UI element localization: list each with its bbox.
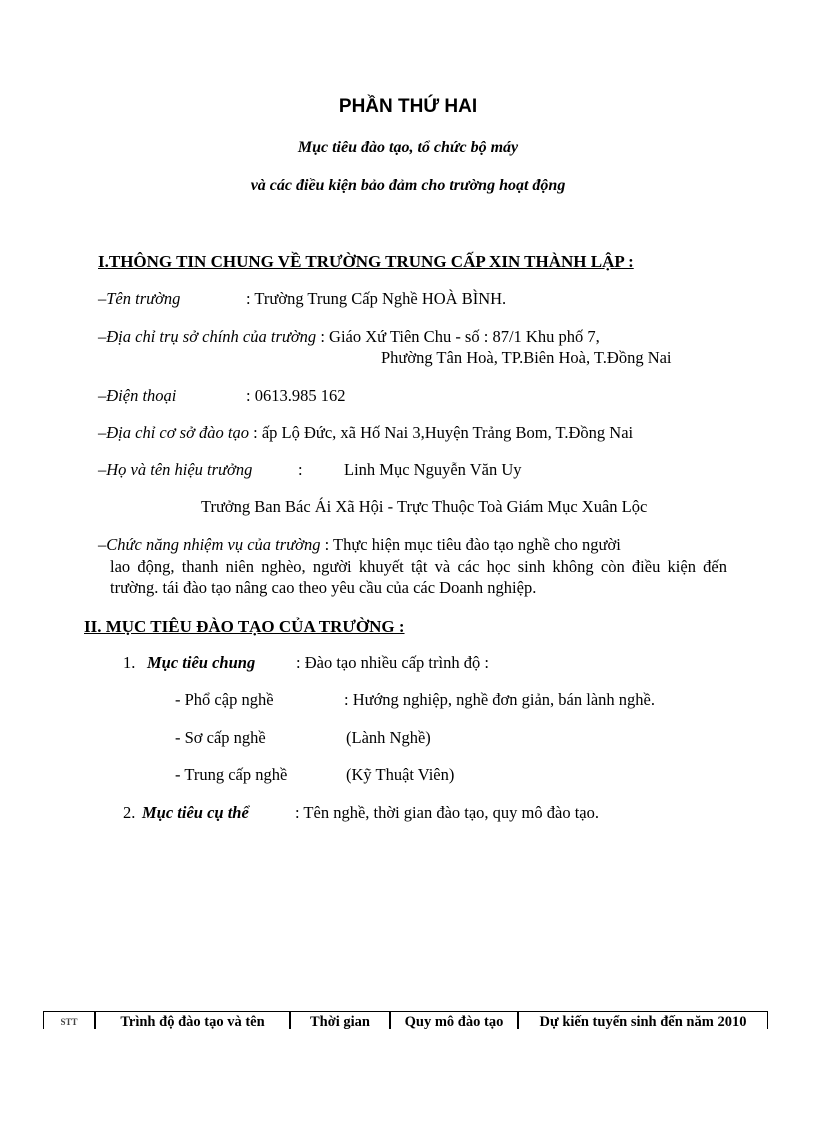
main-address-row <box>98 327 600 347</box>
main-address-value-2: Phường Tân Hoà, TP.Biên Hoà, T.Đồng Nai <box>381 348 672 367</box>
main-address-label: –Địa chỉ trụ sở chính của trường <box>98 327 317 346</box>
level-1-name: - Phổ cập nghề <box>175 690 274 709</box>
training-table-header <box>43 1011 768 1029</box>
subtitle-line-1: Mục tiêu đào tạo, tổ chức bộ máy <box>297 139 519 156</box>
section-2-heading: II. MỤC TIÊU ĐÀO TẠO CỦA TRƯỜNG : <box>84 617 405 636</box>
objective-2-label: Mục tiêu cụ thể <box>142 803 249 822</box>
functions-value-1: : Thực hiện mục tiêu đào tạo nghề cho người <box>324 535 621 554</box>
training-address-row <box>98 423 633 443</box>
training-address-label: –Địa chỉ cơ sở đào tạo <box>98 423 249 442</box>
section-1-heading: I.THÔNG TIN CHUNG VỀ TRƯỜNG TRUNG CẤP XIN THÀNH LẬP : <box>98 252 634 271</box>
functions-row <box>98 535 621 555</box>
page-title: PHẦN THỨ HAI <box>338 96 478 117</box>
phone-value: : 0613.985 162 <box>246 386 346 405</box>
objective-1-number: 1. <box>123 653 136 672</box>
level-3-desc: (Kỹ Thuật Viên) <box>346 765 455 784</box>
principal-row <box>98 460 252 480</box>
school-name-row <box>98 289 180 309</box>
school-name-label: –Tên trường <box>98 289 181 308</box>
objective-2-value: : Tên nghề, thời gian đào tạo, quy mô đào tạo. <box>295 803 599 822</box>
level-2-name: - Sơ cấp nghề <box>175 728 266 747</box>
level-3-name: - Trung cấp nghề <box>175 765 288 784</box>
subtitle-line-2: và các điều kiện bảo đảm cho trường hoạt động <box>250 177 566 194</box>
objective-2-number: 2. <box>123 803 136 822</box>
level-2-desc: (Lành Nghề) <box>346 728 431 747</box>
functions-label: –Chức năng nhiệm vụ của trường <box>98 535 321 554</box>
school-name-value: : Trường Trung Cấp Nghề HOÀ BÌNH. <box>246 289 507 308</box>
objective-1-label: Mục tiêu chung <box>147 653 256 672</box>
main-address-value-1: : Giáo Xứ Tiên Chu - số : 87/1 Khu phố 7, <box>320 327 600 346</box>
training-address-value: : ấp Lộ Đức, xã Hố Nai 3,Huyện Trảng Bom, T.Đồng Nai <box>253 423 634 442</box>
phone-row <box>98 386 176 406</box>
principal-colon: : <box>298 460 303 479</box>
table-header-stt: STT <box>60 1017 78 1027</box>
table-header-enrollment: Dự kiến tuyển sinh đến năm 2010 <box>539 1014 747 1029</box>
phone-label: –Điện thoại <box>98 386 177 405</box>
table-header-level: Trình độ đào tạo và tên <box>120 1014 265 1029</box>
objective-1-value: : Đào tạo nhiều cấp trình độ : <box>296 653 489 672</box>
level-1-desc: : Hướng nghiệp, nghề đơn giản, bán lành nghề. <box>344 690 655 709</box>
principal-name: Linh Mục Nguyễn Văn Uy <box>344 460 522 479</box>
principal-position: Trưởng Ban Bác Ái Xã Hội - Trực Thuộc Toà Giám Mục Xuân Lộc <box>201 497 648 516</box>
principal-label: –Họ và tên hiệu trưởng <box>98 460 253 479</box>
table-header-scale: Quy mô đào tạo <box>404 1014 504 1029</box>
functions-value-rest: lao động, thanh niên nghèo, người khuyết tật và các học sinh không còn điều kiện đến trường. tái đào tạo nâng cao theo yêu cầu của các Doanh nghiệp. <box>110 557 727 597</box>
table-header-duration: Thời gian <box>309 1014 370 1029</box>
